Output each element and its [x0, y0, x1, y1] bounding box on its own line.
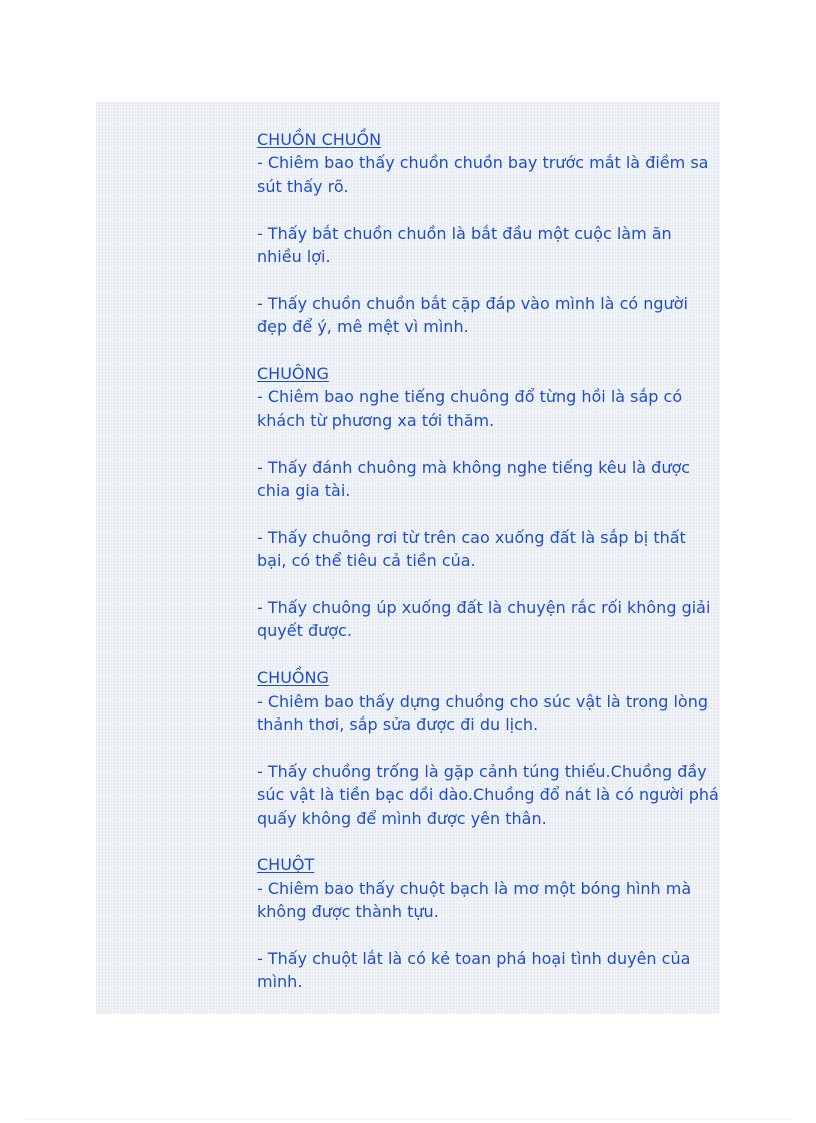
- page-bottom-divider: [24, 1119, 792, 1120]
- entry-paragraph: - Thấy chuông úp xuống đất là chuyện rắc rối không giải quyết được.: [257, 598, 711, 641]
- entry-paragraph: - Chiêm bao thấy dựng chuồng cho súc vật là trong lòng thảnh thơi, sắp sửa được đi du lịch.: [257, 691, 709, 735]
- entry-chuot: [257, 853, 719, 993]
- entry-paragraph: - Chiêm bao thấy chuột bạch là mơ một bóng hình mà không được thành tựu.: [257, 878, 692, 922]
- entry-heading-link[interactable]: CHUỒN CHUỒN: [257, 130, 382, 149]
- entry-chuon-chuon: [257, 128, 719, 339]
- entry-heading-link[interactable]: CHUỘT: [257, 855, 315, 875]
- entry-paragraph: - Thấy đánh chuông mà không nghe tiếng kêu là được chia gia tài.: [257, 457, 691, 501]
- entry-paragraph: - Thấy chuột lắt là có kẻ toan phá hoại tình duyên của mình.: [257, 949, 691, 992]
- entry-paragraph: - Chiêm bao thấy chuồn chuồn bay trước mắt là điềm sa sút thấy rõ.: [257, 153, 709, 196]
- entry-paragraph: - Thấy chuồng trống là gặp cảnh túng thiếu.Chuồng đầy súc vật là tiền bạc dồi dào.Chuồng đổ nát là có người phá quấy không để mình được yên thân.: [257, 761, 719, 828]
- entry-heading-link[interactable]: CHUỒNG: [257, 668, 329, 688]
- entry-chuong-bell: [257, 362, 719, 643]
- entry-paragraph: - Chiêm bao nghe tiếng chuông đổ từng hồi là sắp có khách từ phương xa tới thăm.: [257, 387, 683, 430]
- entry-chuong-barn: [257, 666, 719, 830]
- entry-paragraph: - Thấy bắt chuồn chuồn là bắt đầu một cuộc làm ăn nhiều lợi.: [257, 223, 672, 267]
- entry-paragraph: - Thấy chuồn chuồn bắt cặp đáp vào mình là có người đẹp để ý, mê mệt vì mình.: [257, 293, 688, 337]
- dream-dictionary-content: [257, 128, 719, 1017]
- entry-paragraph: - Thấy chuông rơi từ trên cao xuống đất là sắp bị thất bại, có thể tiêu cả tiền của.: [257, 527, 686, 571]
- entry-heading-link[interactable]: CHUÔNG: [257, 364, 329, 384]
